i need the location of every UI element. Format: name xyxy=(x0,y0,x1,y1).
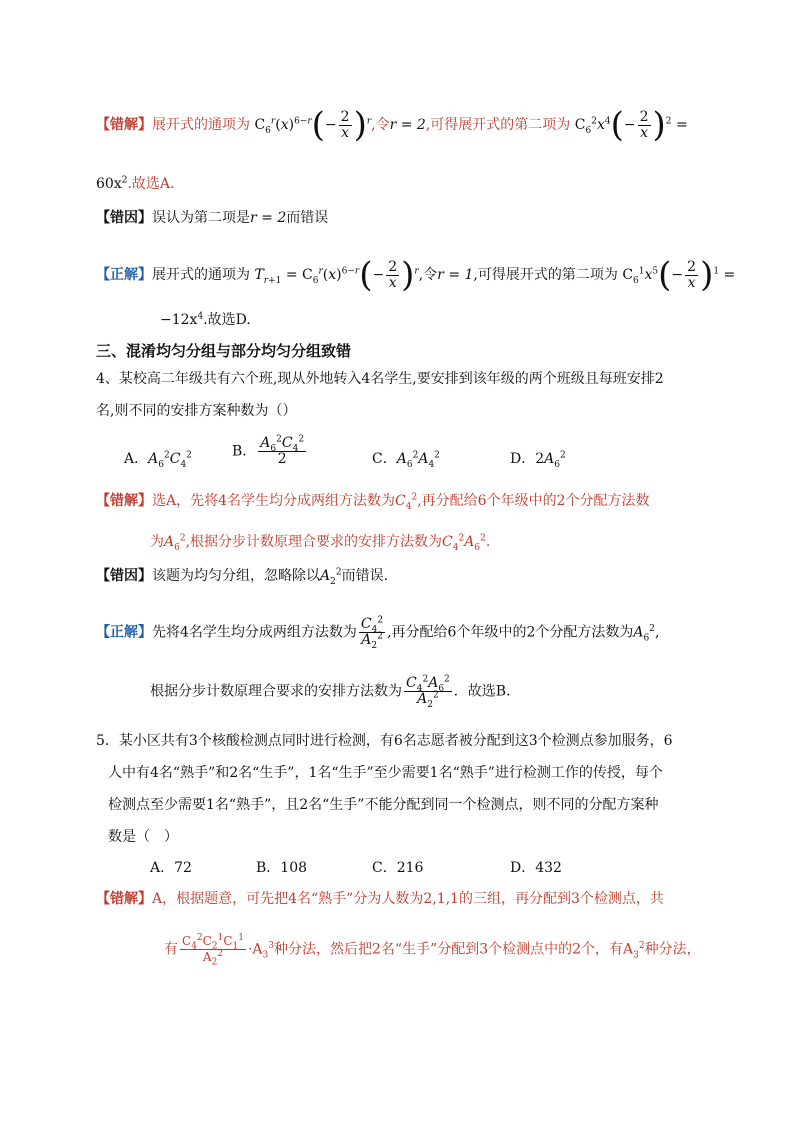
q5-wrong-solution-cont: 有 $\frac{C_4^2C_2^1C_1^1}{A_2^2}$ $\cdot A_3^3$种分法，然后把2名“生手”分配到3个检测点中的2个，有$A_3^2$种分法， xyxy=(164,933,701,968)
q4-stem-line1: 4、某校高二年级共有六个班,现从外地转入4名学生,要安排到该年级的两个班级且每班安排2 xyxy=(96,371,664,387)
formula-second-term-correct: $C_6^1x^5(-$ $\frac{2}{x}$ )$^1$ xyxy=(622,255,720,295)
tag-wrong-solution: 【错解】 xyxy=(96,117,152,133)
wrong-solution-1-result: $60x^2$.故选A. xyxy=(96,175,175,192)
correct-solution-1-result: $-12x^4$.故选D. xyxy=(160,311,251,328)
q4-error-cause: 【错因】该题为均匀分组，忽略除以$A_2^2$而错误. xyxy=(96,567,389,587)
section-heading: 三、混淆均匀分组与部分均匀分组致错 xyxy=(96,342,352,360)
q5-option-a: A．72 xyxy=(150,860,192,876)
q4-wrong-solution-cont: 为$A_6^2$,根据分步计数原理合要求的安排方法数为$C_4^2A_6^2$. xyxy=(150,533,491,553)
q5-wrong-solution: 【错解】A，根据题意，可先把4名“熟手”分为人数为2,1,1的三组，再分配到3个检测点，共 xyxy=(96,891,664,907)
q5-stem-line2: 人中有4名“熟手”和2名“生手”，1名“生手”至少需要1名“熟手”进行检测工作的传授，每个 xyxy=(108,765,663,781)
q4-wrong-solution: 【错解】选A，先将4名学生均分成两组方法数为$C_4^2$,再分配给6个年级中的2个分配方法数 xyxy=(96,492,650,512)
q5-option-d: D．432 xyxy=(510,860,562,876)
q4-option-b: B． $\frac{A_6^2C_4^2}{2}$ xyxy=(232,434,305,467)
q4-stem-line2: 名,则不同的安排方案种数为（） xyxy=(96,403,297,419)
wrong-solution-1: 【错解】展开式的通项为 $C_6^r(x)^{6-r}(-$ $\frac{2}{x}$ )$^r$,令r = 2,可得展开式的第二项为 $C_6^2x^4(-$ $\frac{2}{x}$ )$^2$ = xyxy=(96,105,688,145)
q4-option-d: D．$2A_6^2$ xyxy=(510,450,566,470)
q4-option-c: C．$A_6^2A_4^2$ xyxy=(372,450,440,470)
q5-stem-line3: 检测点至少需要1名“熟手”，且2名“生手”不能分配到同一个检测点，则不同的分配方案种 xyxy=(108,797,659,813)
formula-general-term: $C_6^r(x)^{6-r}(-$ $\frac{2}{x}$ )$^r$ xyxy=(254,105,372,145)
q5-option-c: C．216 xyxy=(372,860,424,876)
q4-option-a: A．$A_6^2C_4^2$ xyxy=(124,450,192,470)
formula-second-term: $C_6^2x^4(-$ $\frac{2}{x}$ )$^2$ xyxy=(574,105,672,145)
q4-correct-solution-cont: 根据分步计数原理合要求的安排方法数为 $\frac{C_4^2A_6^2}{A_2^2}$ ．故选B． xyxy=(150,674,521,710)
q5-stem-line4: 数是（ ） xyxy=(108,829,178,845)
q5-stem-line1: 5．某小区共有3个核酸检测点同时进行检测，有6名志愿者被分配到这3个检测点参加服务，6 xyxy=(96,733,673,749)
formula-general-term-correct: $T_{r+1} = C_6^r(x)^{6-r}(-$ $\frac{2}{x}$ )$^r$ xyxy=(254,255,419,295)
correct-solution-1: 【正解】展开式的通项为 $T_{r+1} = C_6^r(x)^{6-r}(-$ $\frac{2}{x}$ )$^r$,令r = 1,可得展开式的第二项为 $C_6^1x^5(-$ $\frac{2}{x}$ )$^1$ = xyxy=(96,255,736,295)
q4-correct-solution: 【正解】先将4名学生均分成两组方法数为 $\frac{C_4^2}{A_2^2}$ ,再分配给6个年级中的2个分配方法数为$A_6^2$, xyxy=(96,615,660,651)
q5-option-b: B．108 xyxy=(256,860,308,876)
error-cause-1: 【错因】误认为第二项是r = 2而错误 xyxy=(96,210,329,226)
